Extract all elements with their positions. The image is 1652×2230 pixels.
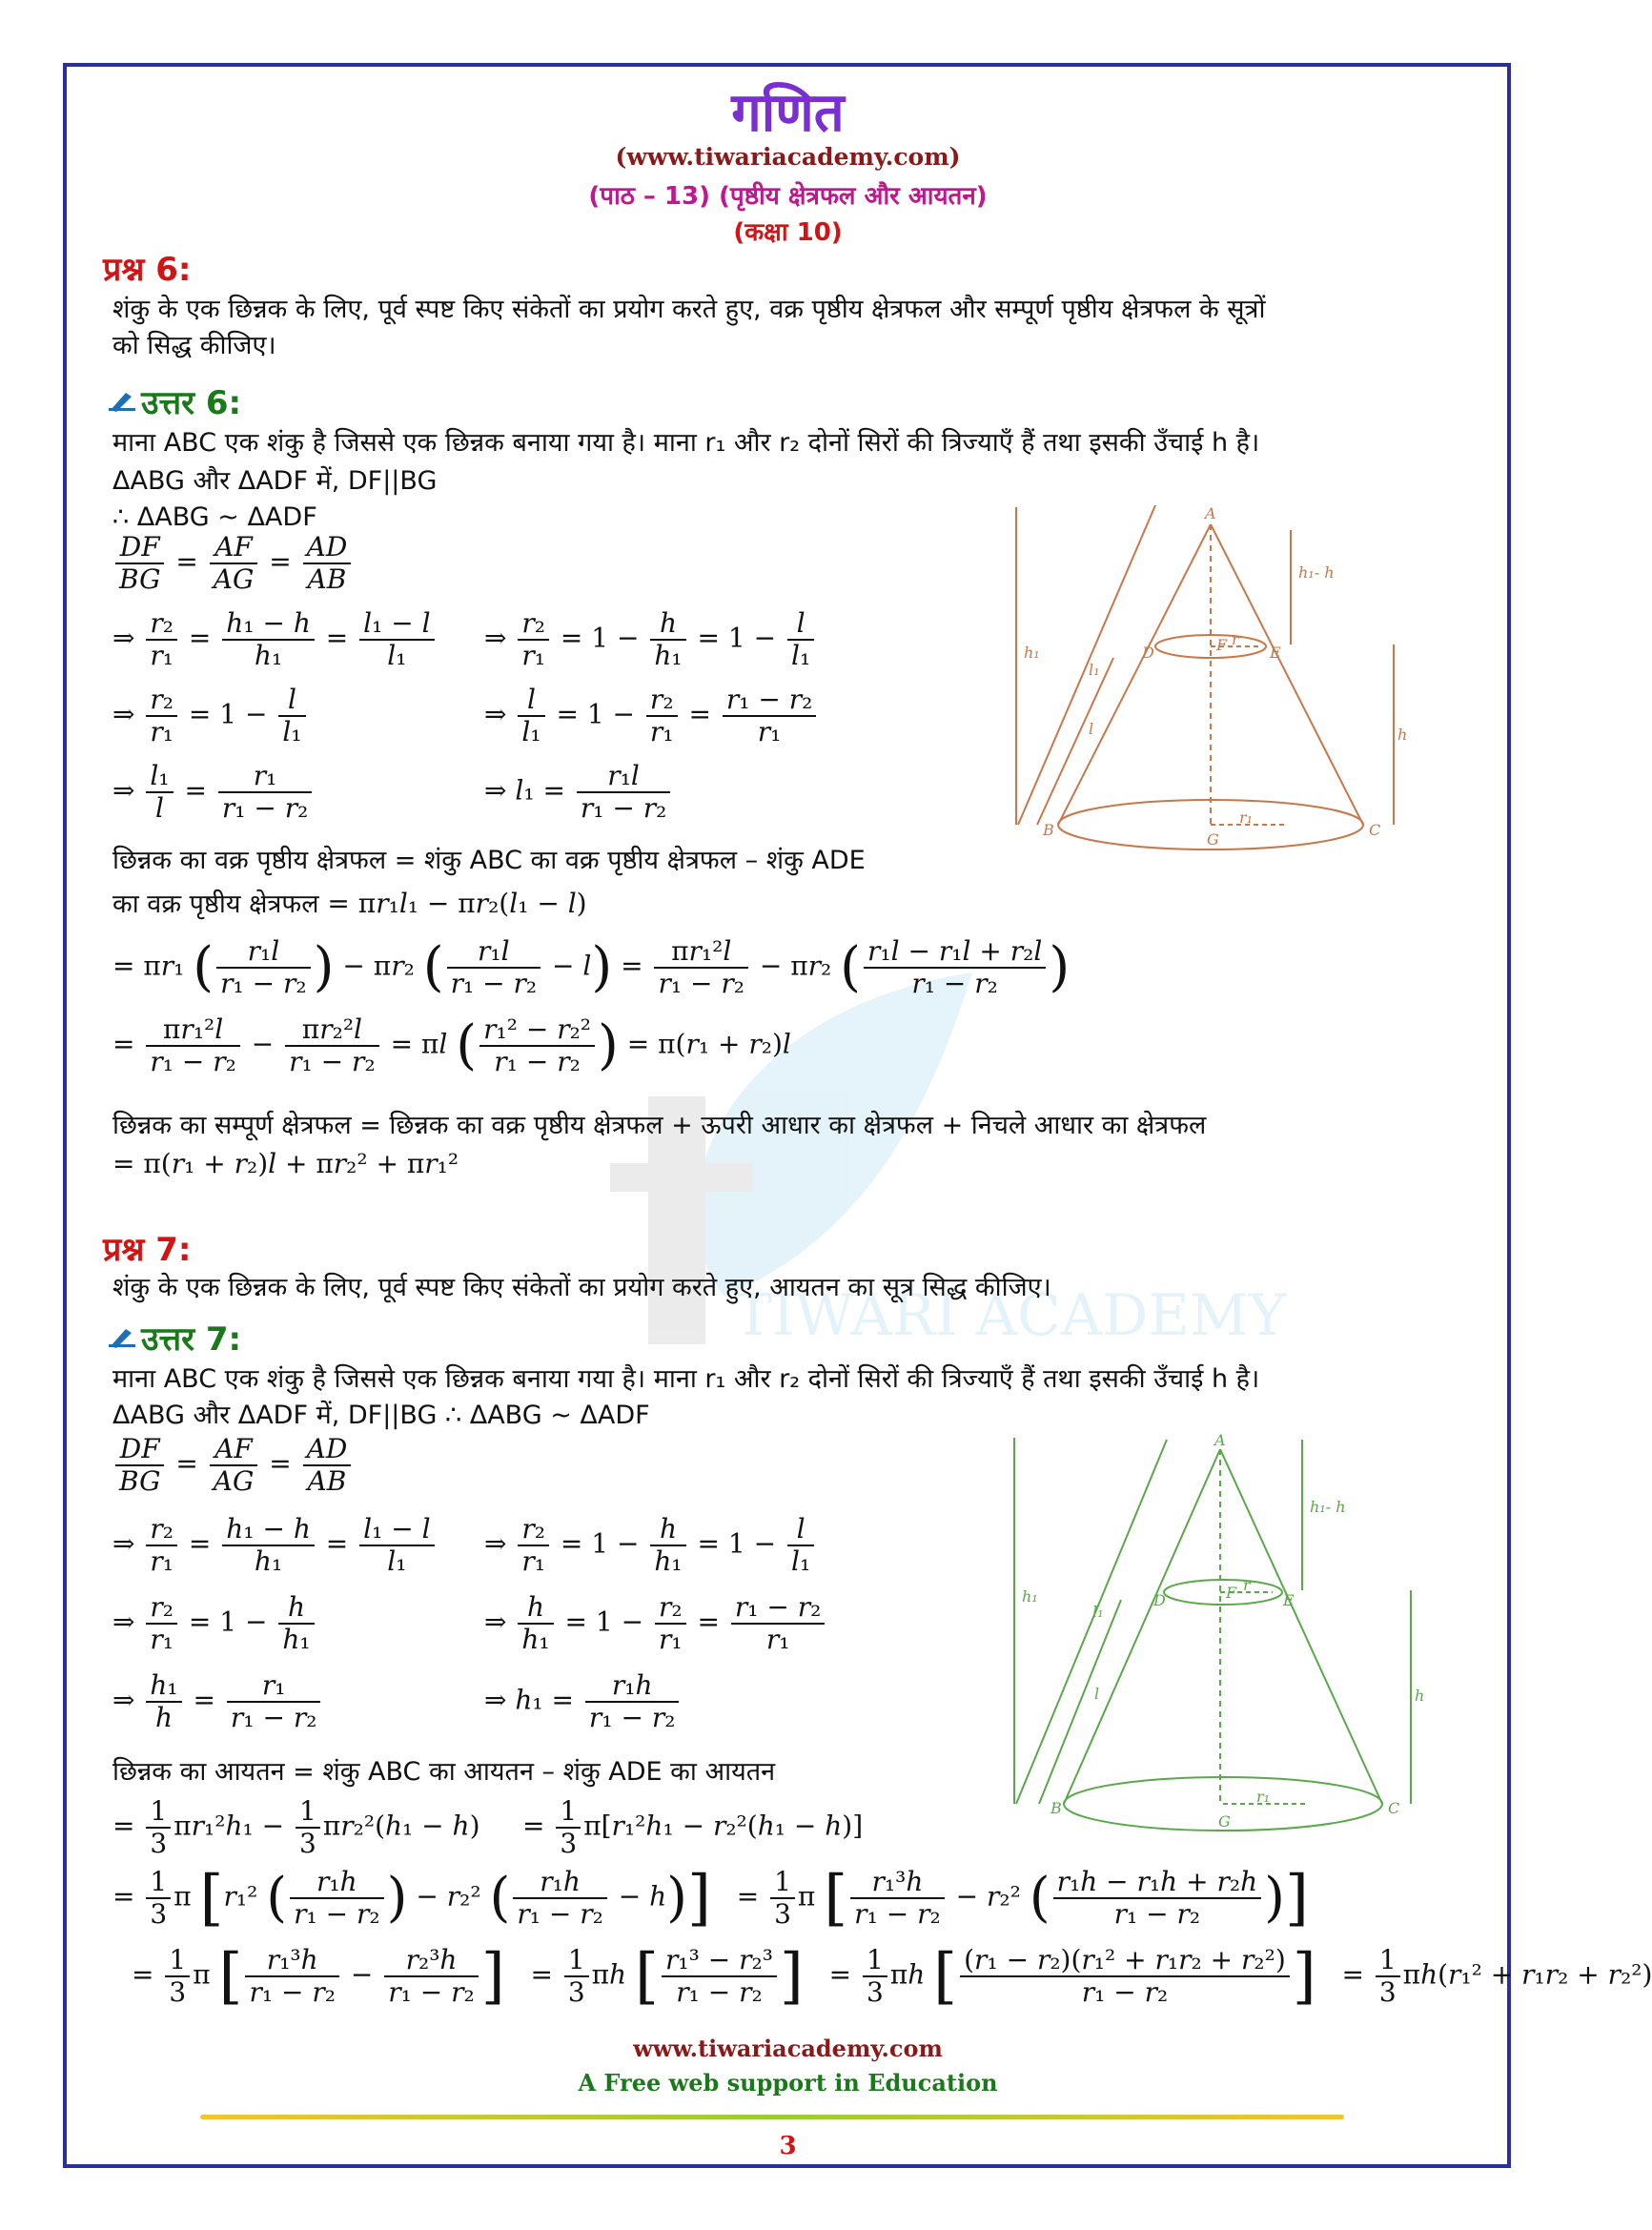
- label-r1: r₁: [1256, 1788, 1271, 1806]
- label-r: r: [1243, 1576, 1251, 1594]
- label-F: F: [1226, 1584, 1237, 1602]
- q6-tsa-line: छिन्नक का सम्पूर्ण क्षेत्रफल = छिन्नक का वक्र पृष्ठीय क्षेत्रफल + ऊपरी आधार का क्षेत्रफल + निचले आधार का क्षेत्रफल: [112, 1111, 1207, 1140]
- q7-vol-step1: = $\frac{1}{3}$ πr₁²h₁ − $\frac{1}{3}$ πr₂²(h₁ − h) = $\frac{1}{3}$ π[r₁²h₁ − r₂²(h₁ − h)]: [112, 1795, 864, 1859]
- header-chapter: (पाठ – 13) (पृष्ठीय क्षेत्रफल और आयतन): [588, 182, 988, 211]
- question-6-text: [112, 292, 1466, 364]
- q7-eq-row2-left: ⇒ $\frac{\text{r₂}}{\text{r₁}}$ = 1 − $\frac{h}{\text{h₁}}$: [112, 1592, 317, 1655]
- label-C: C: [1388, 1799, 1400, 1817]
- page-title: गणित: [731, 82, 845, 144]
- footer-tagline: A Free web support in Education: [578, 2069, 998, 2097]
- q7-vol-step3: = $\frac{1}{3}$ π [ $\frac{\text{r₁³h}}{\text{r₁ − r₂}}$ − $\frac{\text{r₂³h}}{\text{r₁ − r₂}}$ ] = $\frac{1}{3}$ πh [ $\frac{\text{r₁³ − r₂³}}{\text{r₁ − r₂}}$ ] = $\frac{1}{3}$ πh [ $\frac{\text{(r₁ − r₂)(r₁² + r₁r₂ + r₂²)}}{\text{r₁ − r₂}}$ ] = $\frac{1}{3}$ πh(r₁² + r₁r₂ + r₂²): [132, 1941, 1652, 2012]
- label-r: r: [1232, 630, 1239, 648]
- pen-icon: [109, 391, 135, 412]
- page-number: 3: [779, 2132, 797, 2160]
- label-h: h: [1415, 1687, 1425, 1705]
- q6-csa-line1: छिन्नक का वक्र पृष्ठीय क्षेत्रफल = शंकु ABC का वक्र पृष्ठीय क्षेत्रफल – शंकु ADE: [112, 846, 866, 875]
- label-A: A: [1205, 504, 1216, 522]
- question-7-text: शंकु के एक छिन्नक के लिए, पूर्व स्पष्ट किए संकेतों का प्रयोग करते हुए, आयतन का सूत्र सिद्ध कीजिए।: [112, 1273, 1051, 1302]
- label-l: l: [1094, 1685, 1100, 1703]
- watermark-text: TIWARI ACADEMY: [734, 1282, 1287, 1349]
- answer-6-heading: [109, 379, 241, 423]
- q7-eq-row3-right: ⇒ h₁ = $\frac{\text{r₁h}}{\text{r₁ − r₂}}$: [484, 1670, 682, 1733]
- q6-eq-row2-right: ⇒ $\frac{l}{\text{l₁}}$ = 1 − $\frac{\text{r₂}}{\text{r₁}}$ = $\frac{\text{r₁ − r₂}}{\text{r₁}}$: [484, 685, 819, 747]
- label-E: E: [1270, 644, 1281, 662]
- label-C: C: [1369, 821, 1381, 839]
- label-G: G: [1218, 1812, 1231, 1831]
- q6-csa-line2: का वक्र पृष्ठीय क्षेत्रफल = πr₁l₁ − πr₂(l₁ − l): [112, 888, 587, 919]
- frustum-diagram-2: [1001, 1430, 1425, 1831]
- q6-eq-row3-right: ⇒ l₁ = $\frac{\text{r₁l}}{\text{r₁ − r₂}}$: [484, 761, 673, 824]
- q6-eq-row3-left: ⇒ $\frac{\text{l₁}}{l}$ = $\frac{\text{r₁}}{\text{r₁ − r₂}}$: [112, 761, 315, 824]
- q6-ratio-eq: $\frac{DF}{BG}$ = $\frac{AF}{AG}$ = $\frac{AD}{AB}$: [112, 532, 354, 595]
- label-D: D: [1153, 1591, 1166, 1609]
- footer-site-link[interactable]: www.tiwariacademy.com: [633, 2035, 943, 2062]
- question-6-line1: शंकु के एक छिन्नक के लिए, पूर्व स्पष्ट किए संकेतों का प्रयोग करते हुए, वक्र पृष्ठीय क्षेत्रफल और सम्पूर्ण पृष्ठीय क्षेत्रफल के सूत्रों: [112, 295, 1266, 324]
- answer-6-similar: ΔABG और ΔADF में, DF||BG: [112, 466, 438, 496]
- label-D: D: [1142, 644, 1154, 662]
- q7-ratio-eq: $\frac{DF}{BG}$ = $\frac{AF}{AG}$ = $\frac{AD}{AB}$: [112, 1434, 354, 1497]
- header-site[interactable]: (www.tiwariacademy.com): [615, 143, 961, 171]
- question-7-heading: प्रश्न 7:: [103, 1231, 192, 1269]
- answer-7-similar: ΔABG और ΔADF में, DF||BG ∴ ΔABG ~ ΔADF: [112, 1401, 650, 1430]
- q6-eq-row1-left: ⇒ $\frac{\text{r₂}}{\text{r₁}}$ = $\frac{\text{h₁ − h}}{\text{h₁}}$ = $\frac{\text{l₁ − l}}{\text{l₁}}$: [112, 608, 438, 671]
- q6-csa-step2: = $\frac{\text{πr₁²l}}{\text{r₁ − r₂}}$ − $\frac{\text{πr₂²l}}{\text{r₁ − r₂}}$ = πl ( $\frac{\text{r₁² − r₂²}}{\text{r₁ − r₂}}$ ) = π(r₁ + r₂)l: [112, 1013, 791, 1077]
- q7-vol-step2: = $\frac{1}{3}$ π [r₁² ( $\frac{\text{r₁h}}{\text{r₁ − r₂}}$ ) − r₂² ( $\frac{\text{r₁h}}{\text{r₁ − r₂}}$ − h)] = $\frac{1}{3}$ π [ $\frac{\text{r₁³h}}{\text{r₁ − r₂}}$ − r₂² ( $\frac{\text{r₁h − r₁h + r₂h}}{\text{r₁ − r₂}}$ )]: [112, 1863, 1309, 1933]
- q7-eq-row1-left: ⇒ $\frac{\text{r₂}}{\text{r₁}}$ = $\frac{\text{h₁ − h}}{\text{h₁}}$ = $\frac{\text{l₁ − l}}{\text{l₁}}$: [112, 1514, 438, 1577]
- q7-eq-row2-right: ⇒ $\frac{h}{\text{h₁}}$ = 1 − $\frac{\text{r₂}}{\text{r₁}}$ = $\frac{\text{r₁ − r₂}}{\text{r₁}}$: [484, 1592, 827, 1655]
- label-B: B: [1043, 821, 1054, 839]
- q7-eq-row3-left: ⇒ $\frac{\text{h₁}}{h}$ = $\frac{\text{r₁}}{\text{r₁ − r₂}}$: [112, 1670, 323, 1733]
- answer-6-therefore: ∴ ΔABG ~ ΔADF: [112, 502, 317, 532]
- answer-7-heading: [109, 1316, 241, 1360]
- answer-6-label: उत्तर 6:: [141, 384, 242, 422]
- q7-vol-line: छिन्नक का आयतन = शंकु ABC का आयतन – शंकु ADE का आयतन: [112, 1757, 776, 1787]
- label-l1: l₁: [1092, 1603, 1104, 1621]
- label-l: l: [1089, 720, 1094, 738]
- question-6-heading: प्रश्न 6:: [103, 251, 192, 289]
- q6-eq-row1-right: ⇒ $\frac{\text{r₂}}{\text{r₁}}$ = 1 − $\frac{h}{\text{h₁}}$ = 1 − $\frac{l}{\text{l₁}}$: [484, 608, 817, 671]
- label-h1: h₁: [1022, 1587, 1038, 1606]
- label-h1: h₁: [1024, 644, 1040, 662]
- answer-7-label: उत्तर 7:: [141, 1320, 242, 1359]
- footer-divider: [200, 2115, 1344, 2119]
- pen-icon: [109, 1327, 135, 1348]
- label-F: F: [1216, 636, 1228, 654]
- label-G: G: [1207, 830, 1219, 849]
- answer-6-intro: माना ABC एक शंकु है जिससे एक छिन्नक बनाया गया है। माना r₁ और r₂ दोनों सिरों की त्रिज्याएँ हैं तथा इसकी उँचाई h है।: [112, 428, 1260, 458]
- label-B: B: [1050, 1799, 1062, 1817]
- q6-tsa-result: = π(r₁ + r₂)l + πr₂² + πr₁²: [112, 1148, 459, 1179]
- q6-csa-step1: = πr₁ ( $\frac{\text{r₁l}}{\text{r₁ − r₂}}$ ) − πr₂ ( $\frac{\text{r₁l}}{\text{r₁ − r₂}}$ − l) = $\frac{\text{πr₁²l}}{\text{r₁ − r₂}}$ − πr₂ ( $\frac{\text{r₁l − r₁l + r₂l}}{\text{r₁ − r₂}}$ ): [112, 935, 1071, 999]
- label-A: A: [1214, 1431, 1226, 1449]
- answer-7-intro: माना ABC एक शंकु है जिससे एक छिन्नक बनाया गया है। माना r₁ और r₂ दोनों सिरों की त्रिज्याएँ हैं तथा इसकी उँचाई h है।: [112, 1364, 1260, 1394]
- question-6-line2: को सिद्ध कीजिए।: [112, 331, 276, 360]
- header-class: (कक्षा 10): [733, 218, 843, 247]
- label-l1: l₁: [1089, 661, 1100, 679]
- label-E: E: [1283, 1591, 1295, 1609]
- q7-eq-row1-right: ⇒ $\frac{\text{r₂}}{\text{r₁}}$ = 1 − $\frac{h}{\text{h₁}}$ = 1 − $\frac{l}{\text{l₁}}$: [484, 1514, 817, 1577]
- label-h1-minus-h: h₁- h: [1298, 563, 1335, 582]
- label-h: h: [1397, 726, 1408, 744]
- label-r1: r₁: [1239, 808, 1254, 827]
- q6-eq-row2-left: ⇒ $\frac{\text{r₂}}{\text{r₁}}$ = 1 − $\frac{l}{\text{l₁}}$: [112, 685, 309, 747]
- frustum-diagram-1: [1001, 496, 1408, 849]
- label-h1-minus-h: h₁- h: [1310, 1498, 1346, 1516]
